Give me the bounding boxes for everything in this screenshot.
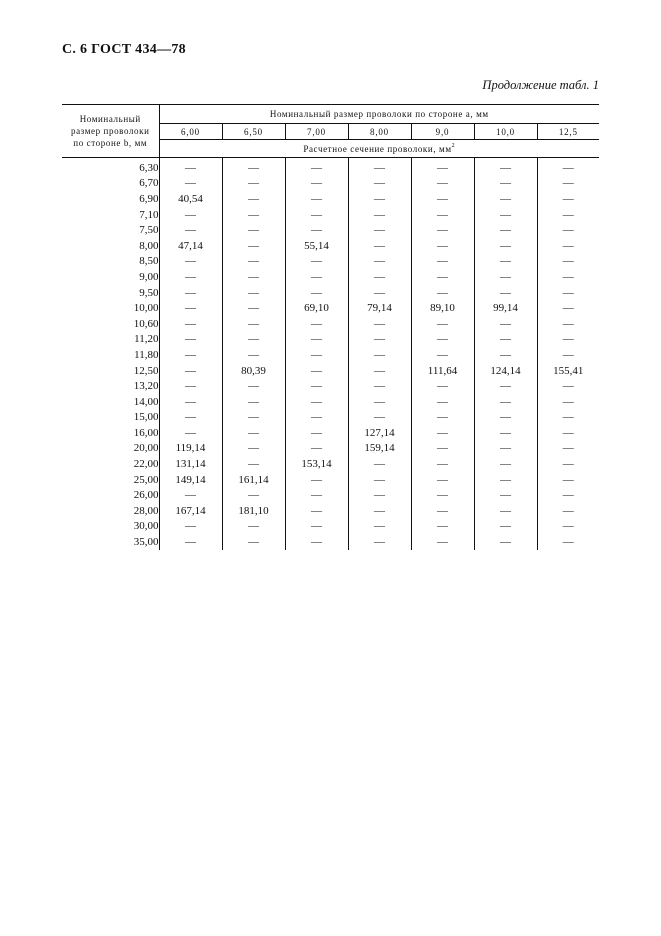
table-cell: — bbox=[411, 285, 474, 301]
table-cell: — bbox=[285, 316, 348, 332]
table-cell: 149,14 bbox=[159, 472, 222, 488]
table-row bbox=[62, 285, 599, 301]
table-row bbox=[62, 238, 599, 254]
table-row bbox=[62, 254, 599, 270]
table-row bbox=[62, 378, 599, 394]
table-cell: 111,64 bbox=[411, 363, 474, 379]
table-cell: 167,14 bbox=[159, 503, 222, 519]
table-cell: — bbox=[285, 378, 348, 394]
table-cell: — bbox=[348, 534, 411, 550]
table-cell: — bbox=[159, 207, 222, 223]
table-cell: — bbox=[562, 208, 574, 221]
table-cell: — bbox=[159, 487, 222, 503]
table-cell: — bbox=[348, 503, 411, 519]
table-cell: — bbox=[222, 300, 285, 316]
table-row bbox=[62, 160, 599, 176]
table-cell: — bbox=[285, 207, 348, 223]
table-cell: — bbox=[411, 238, 474, 254]
table-cell: — bbox=[222, 160, 285, 176]
table-cell: — bbox=[285, 519, 348, 535]
column-header: 7,00 bbox=[285, 124, 348, 140]
table-cell: — bbox=[222, 519, 285, 535]
table-row bbox=[62, 410, 599, 426]
table-cell: — bbox=[285, 332, 348, 348]
table-cell: — bbox=[562, 520, 574, 533]
table-cell: — bbox=[159, 285, 222, 301]
table-cell: — bbox=[562, 317, 574, 330]
table-row bbox=[62, 176, 599, 192]
row-label-b: 15,00 bbox=[62, 410, 159, 426]
corner-header-line: размер проволоки bbox=[70, 126, 150, 136]
table-row bbox=[62, 207, 599, 223]
table-cell: — bbox=[474, 472, 537, 488]
table-cell: — bbox=[222, 534, 285, 550]
table-cell: — bbox=[348, 394, 411, 410]
table-cell: — bbox=[285, 176, 348, 192]
table-cell: — bbox=[348, 285, 411, 301]
table-cell: — bbox=[285, 534, 348, 550]
table-cell: — bbox=[474, 238, 537, 254]
table-cell: — bbox=[562, 473, 574, 486]
table-cell: 124,14 bbox=[474, 363, 537, 379]
table-cell: — bbox=[222, 441, 285, 457]
table-cell: — bbox=[562, 270, 574, 283]
table-cell: — bbox=[285, 160, 348, 176]
table-cell: — bbox=[474, 176, 537, 192]
table-row bbox=[62, 191, 599, 207]
row-label-b: 8,50 bbox=[62, 254, 159, 270]
table-cell: — bbox=[222, 285, 285, 301]
table-cell: — bbox=[348, 378, 411, 394]
table-cell: — bbox=[348, 410, 411, 426]
table-cell: — bbox=[474, 207, 537, 223]
table-cell: — bbox=[411, 191, 474, 207]
table-cell: — bbox=[411, 534, 474, 550]
row-label-b: 9,50 bbox=[62, 285, 159, 301]
table-cell: — bbox=[474, 254, 537, 270]
table-cell: — bbox=[159, 269, 222, 285]
table-cell: — bbox=[562, 504, 574, 517]
table-cell: — bbox=[222, 238, 285, 254]
table-cell: — bbox=[474, 160, 537, 176]
table-cell: 131,14 bbox=[159, 456, 222, 472]
table-cell: — bbox=[411, 487, 474, 503]
table-cell: — bbox=[474, 503, 537, 519]
table-cell: — bbox=[159, 410, 222, 426]
table-cell: — bbox=[474, 441, 537, 457]
table-cell: — bbox=[562, 161, 574, 174]
table-cell: — bbox=[285, 425, 348, 441]
table-cell: 69,10 bbox=[285, 300, 348, 316]
table-cell: — bbox=[474, 378, 537, 394]
table-cell: — bbox=[285, 394, 348, 410]
row-label-b: 13,20 bbox=[62, 378, 159, 394]
table-cell: 153,14 bbox=[285, 456, 348, 472]
table-cell: — bbox=[222, 487, 285, 503]
table-cell: — bbox=[562, 286, 574, 299]
table-cell: — bbox=[562, 395, 574, 408]
table-row bbox=[62, 347, 599, 363]
row-label-b: 9,00 bbox=[62, 269, 159, 285]
table-cell: — bbox=[222, 254, 285, 270]
table-row bbox=[62, 534, 599, 550]
corner-header-line: по стороне b, мм bbox=[73, 138, 148, 148]
table-cell: — bbox=[222, 316, 285, 332]
table-cell: 159,14 bbox=[348, 441, 411, 457]
table-cell: — bbox=[285, 191, 348, 207]
page-title: С. 6 ГОСТ 434—78 bbox=[62, 42, 186, 57]
table-cell: — bbox=[474, 316, 537, 332]
table-cell: — bbox=[562, 536, 574, 549]
table-cell: — bbox=[474, 222, 537, 238]
table-row bbox=[62, 222, 599, 238]
row-label-b: 6,30 bbox=[62, 160, 159, 176]
table-cell: — bbox=[348, 269, 411, 285]
section-header bbox=[159, 140, 599, 158]
table-cell: — bbox=[411, 394, 474, 410]
table-cell: — bbox=[159, 160, 222, 176]
table-cell: — bbox=[562, 192, 574, 205]
table-cell: — bbox=[159, 347, 222, 363]
table-cell: — bbox=[562, 255, 574, 268]
column-header: 6,50 bbox=[222, 124, 285, 140]
row-label-b: 8,00 bbox=[62, 238, 159, 254]
table-cell: 40,54 bbox=[159, 191, 222, 207]
table-row bbox=[62, 269, 599, 285]
table-cell: — bbox=[562, 489, 574, 502]
table-cell: — bbox=[222, 347, 285, 363]
table-cell: — bbox=[562, 177, 574, 190]
table-cell: — bbox=[562, 442, 574, 455]
table-cell: — bbox=[348, 472, 411, 488]
table-cell: — bbox=[411, 441, 474, 457]
table-cell: — bbox=[222, 425, 285, 441]
row-label-b: 12,50 bbox=[62, 363, 159, 379]
table-cell: — bbox=[411, 410, 474, 426]
table-cell: — bbox=[411, 222, 474, 238]
table-cell: — bbox=[562, 426, 574, 439]
table-cell: — bbox=[411, 519, 474, 535]
table-cell: 80,39 bbox=[222, 363, 285, 379]
table-cell: — bbox=[562, 333, 574, 346]
table-cell: — bbox=[411, 160, 474, 176]
table-cell: — bbox=[348, 456, 411, 472]
table-cell: — bbox=[348, 176, 411, 192]
table-cell: — bbox=[222, 222, 285, 238]
table-row bbox=[62, 472, 599, 488]
table-cell: 99,14 bbox=[474, 300, 537, 316]
table-cell: — bbox=[474, 534, 537, 550]
table-cell: — bbox=[474, 456, 537, 472]
column-header: 8,00 bbox=[348, 124, 411, 140]
wire-section-table bbox=[62, 104, 599, 550]
table-cell: — bbox=[474, 269, 537, 285]
column-header: 12,5 bbox=[537, 124, 599, 140]
table-cell: — bbox=[159, 378, 222, 394]
table-cell: — bbox=[474, 487, 537, 503]
row-label-b: 22,00 bbox=[62, 456, 159, 472]
table-cell: — bbox=[159, 254, 222, 270]
table-cell: — bbox=[562, 458, 574, 471]
table-cell: — bbox=[411, 269, 474, 285]
row-label-b: 7,50 bbox=[62, 222, 159, 238]
table-cell: — bbox=[285, 269, 348, 285]
table-cell: — bbox=[348, 160, 411, 176]
column-header: 10,0 bbox=[474, 124, 537, 140]
table-cell: — bbox=[348, 191, 411, 207]
table-cell: — bbox=[222, 410, 285, 426]
table-row bbox=[62, 425, 599, 441]
table-cell: — bbox=[222, 176, 285, 192]
table-cell: — bbox=[562, 411, 574, 424]
table-cell: 127,14 bbox=[348, 425, 411, 441]
table-cell: — bbox=[474, 191, 537, 207]
table-row bbox=[62, 363, 599, 379]
table-cell: — bbox=[159, 222, 222, 238]
table-cell: — bbox=[474, 332, 537, 348]
table-cell: — bbox=[159, 176, 222, 192]
table-cell: — bbox=[348, 363, 411, 379]
table-cell: — bbox=[159, 332, 222, 348]
row-label-b: 7,10 bbox=[62, 207, 159, 223]
table-cell: — bbox=[348, 254, 411, 270]
row-label-b: 26,00 bbox=[62, 487, 159, 503]
table-cell: — bbox=[411, 347, 474, 363]
row-label-b: 10,00 bbox=[62, 300, 159, 316]
table-cell: — bbox=[411, 207, 474, 223]
table-cell: — bbox=[474, 394, 537, 410]
table-cell: — bbox=[285, 254, 348, 270]
column-header: 6,00 bbox=[159, 124, 222, 140]
table-cell: — bbox=[285, 285, 348, 301]
table-cell: — bbox=[411, 425, 474, 441]
corner-header-line: Номинальный bbox=[79, 114, 141, 124]
table-cell: 89,10 bbox=[411, 300, 474, 316]
section-header-text: Расчетное сечение проволоки, мм bbox=[303, 144, 452, 154]
table-cell: — bbox=[562, 380, 574, 393]
table-cell: 181,10 bbox=[222, 503, 285, 519]
table-cell: — bbox=[159, 300, 222, 316]
table-cell: 119,14 bbox=[159, 441, 222, 457]
table-cell: — bbox=[411, 456, 474, 472]
table-cell: — bbox=[222, 394, 285, 410]
table-cell: 79,14 bbox=[348, 300, 411, 316]
column-header: 9,0 bbox=[411, 124, 474, 140]
table-cell: 161,14 bbox=[222, 472, 285, 488]
table-cell: — bbox=[222, 332, 285, 348]
table-cell: — bbox=[285, 410, 348, 426]
table-cell: — bbox=[411, 254, 474, 270]
table-cell: — bbox=[411, 176, 474, 192]
table-cell: — bbox=[348, 519, 411, 535]
row-label-b: 20,00 bbox=[62, 441, 159, 457]
table-cell: — bbox=[222, 191, 285, 207]
table-cell: — bbox=[285, 363, 348, 379]
table-cell: — bbox=[562, 239, 574, 252]
row-label-b: 25,00 bbox=[62, 472, 159, 488]
table-cell: — bbox=[348, 316, 411, 332]
table-cell: — bbox=[348, 207, 411, 223]
table-cell: 155,41 bbox=[553, 364, 584, 377]
row-label-b: 11,80 bbox=[62, 347, 159, 363]
table-cell: — bbox=[348, 487, 411, 503]
table-cell: 55,14 bbox=[285, 238, 348, 254]
table-cell: — bbox=[562, 348, 574, 361]
table-cell: — bbox=[411, 503, 474, 519]
table-cell: — bbox=[285, 487, 348, 503]
row-label-b: 10,60 bbox=[62, 316, 159, 332]
table-cell: — bbox=[285, 222, 348, 238]
table-cell: — bbox=[159, 534, 222, 550]
table-cell: — bbox=[562, 224, 574, 237]
table-row bbox=[62, 394, 599, 410]
table-row bbox=[62, 503, 599, 519]
table-body bbox=[62, 158, 599, 550]
row-label-b: 11,20 bbox=[62, 332, 159, 348]
table-cell: — bbox=[348, 238, 411, 254]
table-cell: — bbox=[285, 347, 348, 363]
section-header-exponent: 2 bbox=[451, 143, 456, 149]
table-cell: — bbox=[474, 347, 537, 363]
table-cell: — bbox=[159, 519, 222, 535]
table-cell: — bbox=[222, 207, 285, 223]
table-row bbox=[62, 456, 599, 472]
row-label-b: 6,90 bbox=[62, 191, 159, 207]
row-label-b: 35,00 bbox=[62, 534, 159, 550]
table-cell: — bbox=[562, 302, 574, 315]
table-row bbox=[62, 519, 599, 535]
group-header: Номинальный размер проволоки по стороне a, мм bbox=[159, 105, 599, 124]
row-label-b: 28,00 bbox=[62, 503, 159, 519]
row-label-b: 14,00 bbox=[62, 394, 159, 410]
table-cell: — bbox=[159, 363, 222, 379]
table-row bbox=[62, 441, 599, 457]
table-cell: — bbox=[474, 425, 537, 441]
table-cell: — bbox=[222, 269, 285, 285]
table-cell: — bbox=[411, 472, 474, 488]
table-cell: — bbox=[411, 378, 474, 394]
table-cell: — bbox=[159, 425, 222, 441]
table-cell: — bbox=[159, 394, 222, 410]
table-row bbox=[62, 316, 599, 332]
table-cell: — bbox=[348, 222, 411, 238]
table-cell: — bbox=[222, 456, 285, 472]
table-cell: — bbox=[348, 347, 411, 363]
table-cell: — bbox=[474, 519, 537, 535]
table-cell: — bbox=[285, 441, 348, 457]
table-cell: — bbox=[411, 332, 474, 348]
corner-header bbox=[62, 105, 159, 158]
table-cell: — bbox=[411, 316, 474, 332]
row-label-b: 6,70 bbox=[62, 176, 159, 192]
table-cell: 47,14 bbox=[159, 238, 222, 254]
table-cell: — bbox=[348, 332, 411, 348]
table-cell: — bbox=[285, 503, 348, 519]
row-label-b: 16,00 bbox=[62, 425, 159, 441]
table-row bbox=[62, 487, 599, 503]
table-row bbox=[62, 332, 599, 348]
table-cell: — bbox=[222, 378, 285, 394]
table-continuation-note: Продолжение табл. 1 bbox=[482, 78, 599, 92]
table-cell: — bbox=[285, 472, 348, 488]
row-label-b: 30,00 bbox=[62, 519, 159, 535]
table-cell: — bbox=[474, 285, 537, 301]
table-row bbox=[62, 300, 599, 316]
table-cell: — bbox=[474, 410, 537, 426]
table-cell: — bbox=[159, 316, 222, 332]
